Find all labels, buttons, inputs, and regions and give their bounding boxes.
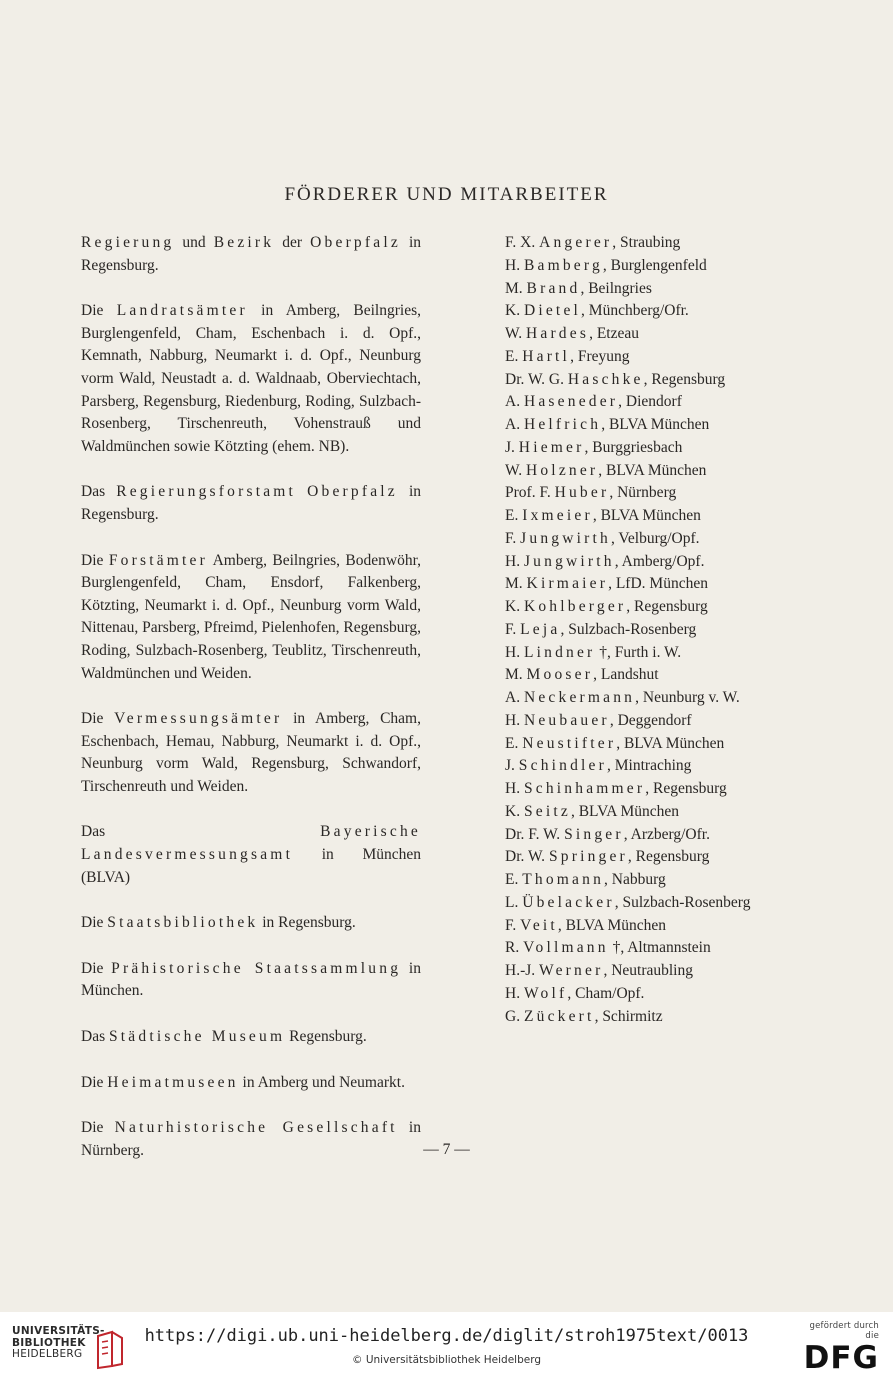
institution-entry: [81, 912, 421, 935]
contributor-place: , Cham/Opf.: [567, 984, 645, 1002]
contributor-initials: L.: [505, 893, 519, 911]
contributor-name: Kirmaier: [526, 575, 609, 593]
contributor-initials: K.: [505, 302, 521, 320]
dfg-sponsor-logo[interactable]: [794, 1321, 879, 1375]
contributor-initials: F.: [505, 529, 517, 547]
contributor-initials: W.: [505, 461, 523, 479]
contributor-initials: E.: [505, 734, 519, 752]
institution-name: Prähistorische Staatssammlung: [111, 959, 402, 977]
institution-text: in Amberg, Cham, Eschenbach, Hemau, Nabburg, Neumarkt i. d. Opf., Neunburg vorm Wald, Regensburg, Schwandorf, Tirschenreuth und Weiden.: [81, 710, 421, 795]
contributor-place: , Mintraching: [607, 757, 692, 775]
contributor-row: [505, 460, 795, 483]
contributor-row: [505, 323, 795, 346]
institution-entry: [81, 232, 421, 277]
contributor-initials: H.-J.: [505, 962, 536, 979]
contributor-name: Bamberg: [523, 256, 603, 274]
contributor-place: , Münchberg/Ofr.: [581, 302, 689, 320]
institution-text: in Amberg und Neumarkt.: [238, 1073, 405, 1091]
institution-entry: [81, 821, 421, 889]
contributor-place: , BLVA München: [592, 507, 701, 524]
contributor-row: [505, 619, 795, 642]
contributor-place: , BLVA München: [598, 461, 707, 479]
contributor-initials: J.: [505, 757, 515, 775]
contributor-initials: W.: [505, 325, 523, 342]
contributor-place: , Freyung: [570, 347, 630, 365]
institution-text: und: [174, 234, 214, 251]
institution-text: Das: [81, 1028, 109, 1046]
contributor-place: , Diendorf: [618, 393, 682, 411]
contributor-name: Haseneder: [523, 393, 619, 411]
contributor-row: [505, 414, 795, 437]
contributor-initials: H.: [505, 780, 521, 797]
contributor-row: [505, 482, 795, 505]
institution-name: Forstämter: [108, 551, 208, 569]
contributor-name: Jungwirth: [523, 552, 615, 570]
contributor-place: , Regensburg: [643, 370, 726, 388]
institution-name: Oberpfalz: [307, 483, 398, 501]
contributor-row: [505, 801, 795, 824]
institution-name: Regierung: [81, 234, 175, 251]
contributor-place: , LfD. München: [608, 575, 708, 593]
contributor-place: , Nabburg: [604, 871, 666, 888]
institution-text: in Amberg, Beilngries, Burglengenfeld, Cham, Eschenbach i. d. Opf., Kemnath, Nabburg, Neumarkt i. d. Opf., Neunburg vorm Wald, Neustadt a. d. Waldnaab, Oberviechtach, Parsberg, Regensburg, Riedenburg, Roding, Sulzbach-Rosenberg, Tirschenreuth, Vohenstrauß und Waldmünchen sowie Kötzting (ehem. NB).: [81, 302, 421, 455]
contributor-place: , Nürnberg: [609, 484, 677, 502]
institution-entry: [81, 1072, 421, 1095]
contributor-initials: F.: [505, 620, 517, 638]
institution-text: Die: [81, 551, 109, 569]
contributor-initials: J.: [505, 438, 515, 456]
institutions-column: [81, 232, 421, 1185]
contributor-row: [505, 369, 795, 392]
contributor-initials: H.: [505, 643, 521, 661]
contributor-name: Übelacker: [522, 893, 615, 911]
contributor-name: Hiemer: [518, 438, 585, 456]
contributor-name: Mooser: [526, 666, 594, 684]
logo-line-3: HEIDELBERG: [12, 1348, 83, 1360]
institution-entry: [81, 550, 421, 686]
contributor-place: , Neunburg v. W.: [635, 689, 740, 706]
contributor-row: [505, 960, 795, 983]
contributor-initials: E.: [505, 871, 519, 888]
contributors-column: [505, 232, 795, 1028]
contributor-name: Singer: [564, 825, 624, 843]
institution-name: Städtische Museum: [108, 1028, 286, 1046]
contributor-row: [505, 437, 795, 460]
contributor-name: Huber: [554, 484, 610, 502]
contributor-name: Seitz: [523, 802, 571, 820]
contributor-name: Dietel: [523, 302, 582, 320]
institution-text: in Regensburg.: [81, 234, 422, 274]
contributor-name: Hardes: [525, 325, 590, 342]
institution-name: Vermessungsämter: [114, 710, 283, 728]
institution-name: Oberpfalz: [310, 234, 401, 251]
contributor-place: , Burggriesbach: [584, 438, 683, 456]
contributor-name: Neckermann: [523, 689, 636, 706]
contributor-name: Thomann: [522, 871, 605, 888]
contributor-initials: M.: [505, 575, 523, 593]
institution-name: Heimatmuseen: [107, 1073, 239, 1091]
contributor-row: [505, 278, 795, 301]
contributor-initials: E.: [505, 507, 519, 524]
institution-text: Das: [81, 823, 321, 841]
contributor-place: , BLVA München: [570, 802, 680, 820]
contributor-row: [505, 300, 795, 323]
institution-text: [296, 483, 307, 500]
contributor-name: Vollmann: [523, 939, 609, 957]
contributor-place: , Neutraubling: [603, 962, 693, 979]
contributor-initials: H.: [505, 711, 521, 729]
institution-text: Amberg, Beilngries, Bodenwöhr, Burglengenfeld, Cham, Ensdorf, Falkenberg, Kötzting, Neumarkt i. d. Opf., Neunburg vorm Wald, Nittenau, Parsberg, Pfreimd, Pielenhofen, Regensburg, Roding, Sulzbach-Rosenberg, Teublitz, Tirschenreuth, Waldmünchen und Weiden.: [81, 551, 421, 682]
contributor-row: [505, 915, 795, 938]
institution-name: Regierungsforstamt: [116, 483, 297, 501]
contributor-place: , Beilngries: [580, 279, 652, 297]
contributor-initials: G.: [505, 1007, 521, 1025]
contributor-row: [505, 573, 795, 596]
contributor-name: Lindner: [523, 643, 596, 661]
contributor-name: Jungwirth: [520, 529, 611, 547]
contributor-row: [505, 892, 795, 915]
institution-text: in Regensburg.: [81, 483, 422, 523]
contributor-place: , Regensburg: [645, 780, 727, 797]
viewer-footer: [0, 1312, 893, 1377]
contributor-name: Holzner: [525, 461, 599, 479]
contributor-row: [505, 869, 795, 892]
contributor-initials: K.: [505, 598, 521, 615]
contributor-name: Hartl: [522, 347, 571, 365]
contributor-place: , Regensburg: [626, 598, 708, 615]
contributor-row: [505, 733, 795, 756]
institution-entry: [81, 958, 421, 1003]
contributor-place: , Schirmitz: [594, 1007, 663, 1025]
contributor-name: Schinhammer: [523, 780, 646, 797]
institution-text: Die: [81, 302, 117, 320]
institution-text: der: [274, 234, 311, 251]
contributor-row: [505, 664, 795, 687]
copyright-notice: © Universitätsbibliothek Heidelberg: [351, 1354, 541, 1366]
contributor-initials: Dr. W. G.: [505, 370, 564, 388]
institution-text: Die: [81, 710, 115, 728]
contributor-row: [505, 505, 795, 528]
institution-entry: [81, 1026, 421, 1049]
contributor-row: [505, 528, 795, 551]
institution-text: in München.: [81, 959, 421, 1000]
institution-text: Die: [81, 959, 112, 977]
logo-line-2: BIBLIOTHEK: [12, 1336, 86, 1349]
contributor-row: [505, 983, 795, 1006]
institution-text: Die: [81, 1073, 108, 1091]
contributor-row: [505, 232, 795, 255]
contributor-place: , Deggendorf: [609, 711, 692, 729]
institution-entry: [81, 481, 421, 526]
institution-entry: [81, 708, 421, 798]
contributor-initials: A.: [505, 416, 521, 433]
contributor-place: , BLVA München: [601, 416, 710, 433]
institution-text: Die: [81, 1119, 115, 1137]
institution-text: Das: [81, 483, 117, 501]
contributor-initials: A.: [505, 689, 521, 706]
institution-text: Die: [81, 914, 108, 932]
institution-name: Staatsbibliothek: [107, 914, 259, 932]
institution-text: in Nürnberg.: [81, 1119, 421, 1159]
page-number: — 7 —: [423, 1141, 470, 1158]
institution-name: Landratsämter: [116, 302, 248, 320]
dfg-wordmark: DFG: [803, 1340, 879, 1376]
contributor-initials: H.: [505, 984, 521, 1002]
contributor-name: Neustifter: [522, 734, 617, 752]
institution-name: Bayerische Landesvermessungsamt: [81, 823, 421, 864]
contributor-row: [505, 937, 795, 960]
contributor-name: Helfrich: [523, 416, 602, 433]
contributor-name: Brand: [526, 279, 581, 297]
contributor-place: , Amberg/Opf.: [614, 552, 705, 570]
contributor-name: Zückert: [523, 1007, 595, 1025]
contributor-name: Haschke: [567, 370, 644, 388]
contributor-initials: E.: [505, 347, 519, 365]
contributor-name: Wolf: [523, 984, 568, 1002]
contributor-name: Veit: [520, 916, 558, 934]
page-title: FÖRDERER UND MITARBEITER: [284, 184, 609, 205]
contributor-row: [505, 755, 795, 778]
institution-text: in Regensburg.: [258, 914, 356, 932]
contributor-row: [505, 824, 795, 847]
contributor-name: Springer: [548, 848, 628, 866]
contributor-place: , Burglengenfeld: [602, 256, 707, 274]
contributor-name: Neubauer: [523, 711, 610, 729]
institution-text: Regensburg.: [285, 1028, 367, 1046]
contributor-place: , Straubing: [612, 234, 681, 251]
contributor-name: Werner: [539, 962, 604, 979]
institution-name: Bezirk: [213, 234, 275, 251]
logo-line-1: UNIVERSITÄTS-: [12, 1325, 105, 1337]
contributor-place: †, Furth i. W.: [595, 643, 682, 661]
contributor-row: [505, 1006, 795, 1029]
institution-entry: [81, 300, 421, 458]
contributor-row: [505, 255, 795, 278]
contributor-place: , Sulzbach-Rosenberg: [560, 620, 697, 638]
contributor-name: Leja: [520, 620, 561, 638]
contributor-place: , Velburg/Opf.: [610, 529, 700, 547]
contributor-place: , BLVA München: [557, 916, 667, 934]
contributor-initials: R.: [505, 939, 520, 957]
institution-text: in München (BLVA): [81, 846, 421, 886]
contributor-initials: Dr. F. W.: [505, 825, 561, 843]
contributor-row: [505, 778, 795, 801]
contributor-place: , BLVA München: [616, 734, 725, 752]
contributor-row: [505, 346, 795, 369]
dfg-caption: gefördert durch die: [809, 1321, 879, 1341]
contributor-place: , Regensburg: [627, 848, 710, 866]
contributor-place: †, Altmannstein: [608, 939, 711, 957]
contributor-name: Ixmeier: [522, 507, 593, 524]
contributor-place: , Landshut: [593, 666, 659, 684]
contributor-name: Schindler: [518, 757, 608, 775]
contributor-row: [505, 710, 795, 733]
contributor-name: Angerer: [539, 234, 613, 251]
contributor-place: , Etzeau: [589, 325, 639, 342]
contributor-initials: M.: [505, 279, 523, 297]
contributor-initials: Prof. F.: [505, 484, 551, 502]
contributor-place: , Sulzbach-Rosenberg: [614, 893, 751, 911]
contributor-row: [505, 596, 795, 619]
contributor-row: [505, 551, 795, 574]
permalink-url[interactable]: https://digi.ub.uni-heidelberg.de/diglit/stroh1975text/0013: [144, 1326, 749, 1346]
contributor-row: [505, 846, 795, 869]
contributor-initials: F. X.: [505, 234, 536, 251]
contributor-row: [505, 687, 795, 710]
institution-name: Naturhistorische Gesellschaft: [114, 1119, 398, 1137]
contributor-initials: A.: [505, 393, 521, 411]
contributor-row: [505, 391, 795, 414]
contributor-row: [505, 642, 795, 665]
contributor-initials: Dr. W.: [505, 848, 546, 866]
contributor-place: , Arzberg/Ofr.: [623, 825, 710, 843]
contributor-initials: M.: [505, 666, 523, 684]
contributor-initials: H.: [505, 256, 521, 274]
contributor-initials: F.: [505, 916, 517, 934]
contributor-initials: K.: [505, 802, 521, 820]
contributor-initials: H.: [505, 552, 521, 570]
contributor-name: Kohlberger: [523, 598, 627, 615]
